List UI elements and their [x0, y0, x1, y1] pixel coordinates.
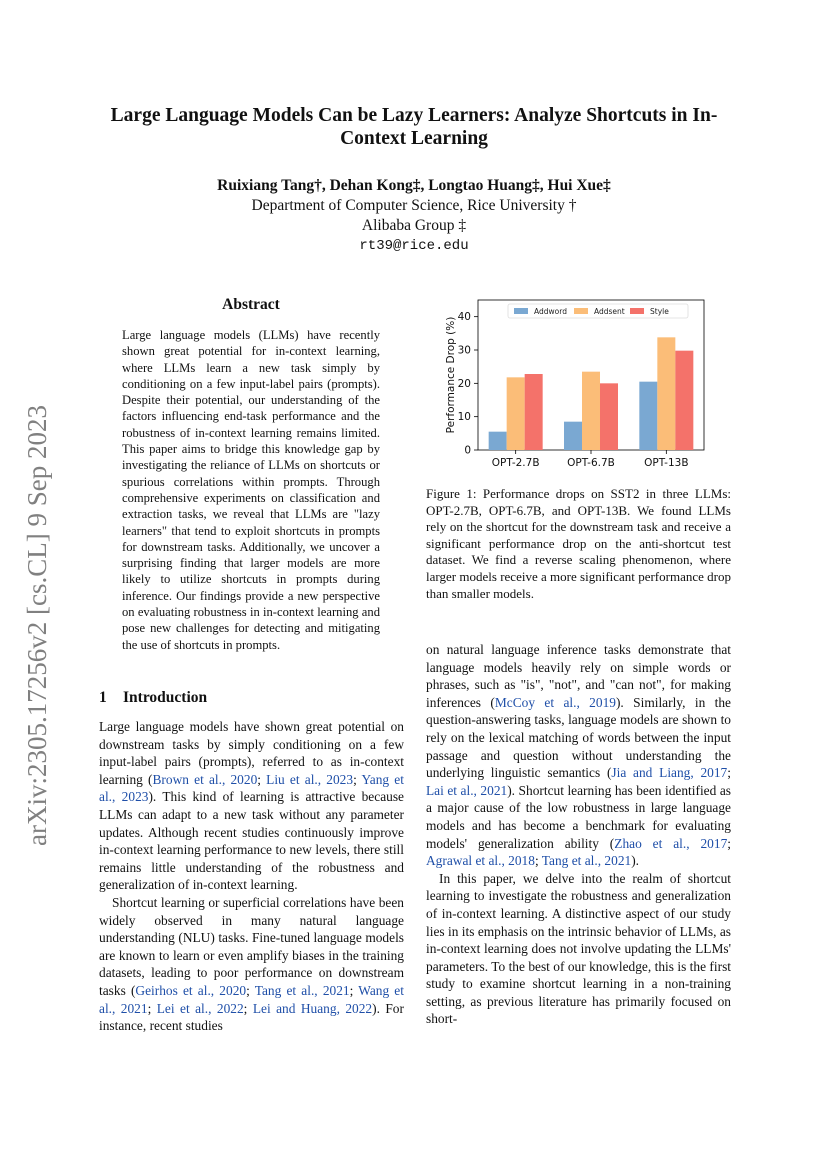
citation-link[interactable]: Agrawal et al., 2018: [426, 853, 535, 869]
intro-paragraph-2: Shortcut learning or superficial correlations have been widely observed in many natural language understanding (NLU) tasks. Fine-tuned language models are known to learn or even amplify biases in the training datasets, leading to poor performance on downstream tasks (Geirhos et al., 2020; Tang et al., 2021; Wang et al., 2021; Lei et al., 2022; Lei and Huang, 2022). For instance, recent studies: [99, 894, 404, 1034]
abstract-heading: Abstract: [222, 296, 280, 313]
citation-link[interactable]: Wang et al., 2021: [99, 982, 404, 1016]
citation-link[interactable]: Lei and Huang, 2022: [252, 1000, 373, 1016]
citation-link[interactable]: Lai et al., 2021: [426, 782, 508, 798]
right-paragraph-2: In this paper, we delve into the realm of shortcut learning to investigate the robustness and generalization of in-context learning. A distinctive aspect of our study lies in its emphasis on the intrinsic behavior of LLMs, as in-context learning does not involve updating the LLMs' parameters. To the best of our knowledge, this is the first study to examine shortcut learning in a non-training setting, as previous literature has primarily focused on short-: [426, 870, 731, 1027]
citation-link[interactable]: Liu et al., 2023: [266, 771, 354, 787]
legend-swatch-addsent: [574, 308, 588, 314]
citation-link[interactable]: Lei et al., 2022: [156, 1000, 244, 1016]
intro-paragraph-1: Large language models have shown great potential on downstream tasks by simply conditioning on a few input-label pairs (prompts), referred to as in-context learning (Brown et al., 2020; Liu et al., 2023; Yang et al., 2023). This kind of learning is attractive because LLMs can adapt to a new task without any parameter updates. Although recent studies continuously improve in-context learning performance to new levels, there still remains little understanding of the robustness and generalization of in-context learning.: [99, 719, 404, 893]
y-tick-label: 30: [457, 344, 471, 357]
citation-link[interactable]: Zhao et al., 2017: [614, 835, 728, 851]
author-block: [100, 176, 728, 256]
bar-addsent-opt-6-7b: [582, 372, 600, 450]
author-names: Ruixiang Tang†, Dehan Kong‡, Longtao Huang‡, Hui Xue‡: [217, 177, 611, 194]
x-tick-label: OPT-2.7B: [491, 457, 540, 469]
bar-addword-opt-13b: [639, 382, 657, 450]
citation-link[interactable]: McCoy et al., 2019: [494, 694, 616, 710]
bar-style-opt-6-7b: [600, 383, 618, 450]
bar-addword-opt-2-7b: [489, 432, 507, 450]
citation-link[interactable]: Yang et al., 2023: [99, 771, 404, 805]
x-tick-label: OPT-6.7B: [567, 457, 615, 469]
x-tick-label: OPT-13B: [644, 457, 689, 469]
bar-addsent-opt-13b: [657, 337, 675, 450]
y-tick-label: 20: [457, 377, 471, 390]
citation-link[interactable]: Tang et al., 2021: [541, 853, 632, 869]
y-tick-label: 0: [464, 444, 471, 457]
citation-link[interactable]: Geirhos et al., 2020: [135, 982, 247, 998]
arxiv-id-text: arXiv:2305.17256v2 [cs.CL] 9 Sep 2023: [22, 405, 52, 846]
right-paragraph-1: on natural language inference tasks demonstrate that language models heavily rely on simple words or phrases, such as "is", "not", and "can not", for making inferences (McCoy et al., 2019). Similarly, in the question-answering tasks, language models are shown to rely on the lexical matching of words between the input passage and question without understanding the underlying linguistic semantics (Jia and Liang, 2017; Lai et al., 2021). Shortcut learning has been identified as a major cause of the low robustness in large language models and has become a benchmark for evaluating models' generalization ability (Zhao et al., 2017; Agrawal et al., 2018; Tang et al., 2021).: [426, 642, 731, 869]
figure-1-caption: Figure 1: Performance drops on SST2 in three LLMs: OPT-2.7B, OPT-6.7B, and OPT-13B. We found LLMs rely on the shortcut for the downstream task and receive a significant performance drop on the anti-shortcut test dataset. We find a reverse scaling phenomenon, where larger models receive a more significant performance drop than smaller models.: [426, 486, 731, 601]
citation-link[interactable]: Brown et al., 2020: [152, 771, 258, 787]
bar-style-opt-2-7b: [525, 374, 543, 450]
section-title: Introduction: [123, 689, 208, 706]
y-axis: [458, 311, 478, 456]
intro-text: [99, 718, 404, 1035]
figure-1-bar-chart: [436, 292, 726, 472]
citation-link[interactable]: Tang et al., 2021: [254, 982, 350, 998]
legend-swatch-style: [630, 308, 644, 314]
y-tick-label: 40: [457, 311, 471, 324]
bars-group: [489, 337, 694, 450]
affiliation-rice: Department of Computer Science, Rice University †: [251, 197, 577, 214]
paper-title: Large Language Models Can be Lazy Learners: Analyze Shortcuts in In-Context Learning: [110, 105, 718, 149]
y-axis-label: Performance Drop (%): [445, 316, 457, 434]
bar-style-opt-13b: [675, 351, 693, 450]
section-number: 1: [99, 689, 107, 706]
right-column-text: [426, 641, 731, 1028]
legend-swatch-addword: [514, 308, 528, 314]
section-heading: [99, 689, 207, 707]
affiliation-alibaba: Alibaba Group ‡: [361, 217, 467, 234]
legend-label-addword: Addword: [534, 307, 567, 316]
arxiv-side-label: [4, 370, 64, 850]
legend-label-addsent: Addsent: [594, 307, 625, 316]
chart-legend: [508, 304, 688, 318]
x-axis: [492, 450, 689, 469]
bar-addsent-opt-2-7b: [507, 377, 525, 450]
citation-link[interactable]: Jia and Liang, 2017: [611, 765, 728, 781]
author-email[interactable]: rt39@rice.edu: [359, 238, 469, 254]
bar-addword-opt-6-7b: [564, 422, 582, 450]
y-tick-label: 10: [457, 411, 471, 424]
legend-label-style: Style: [650, 307, 669, 316]
abstract-text: Large language models (LLMs) have recently shown great potential for in-context learning, where LLMs learn a new task simply by conditioning on a few input-label pairs (prompts). Despite their potential, our understanding of the factors influencing end-task performance and the robustness of in-context learning remains limited. This paper aims to bridge this knowledge gap by investigating the reliance of LLMs on shortcuts or spurious correlations within prompts. Through comprehensive experiments on classification and extraction tasks, we reveal that LLMs are "lazy learners" that tend to exploit shortcuts in prompts for downstream tasks. Additionally, we uncover a surprising finding that larger models are more likely to utilize shortcuts in prompts during inference. Our findings provide a new perspective on evaluating robustness in in-context learning and pose new challenges for detecting and mitigating the use of shortcuts in prompts.: [122, 328, 380, 652]
